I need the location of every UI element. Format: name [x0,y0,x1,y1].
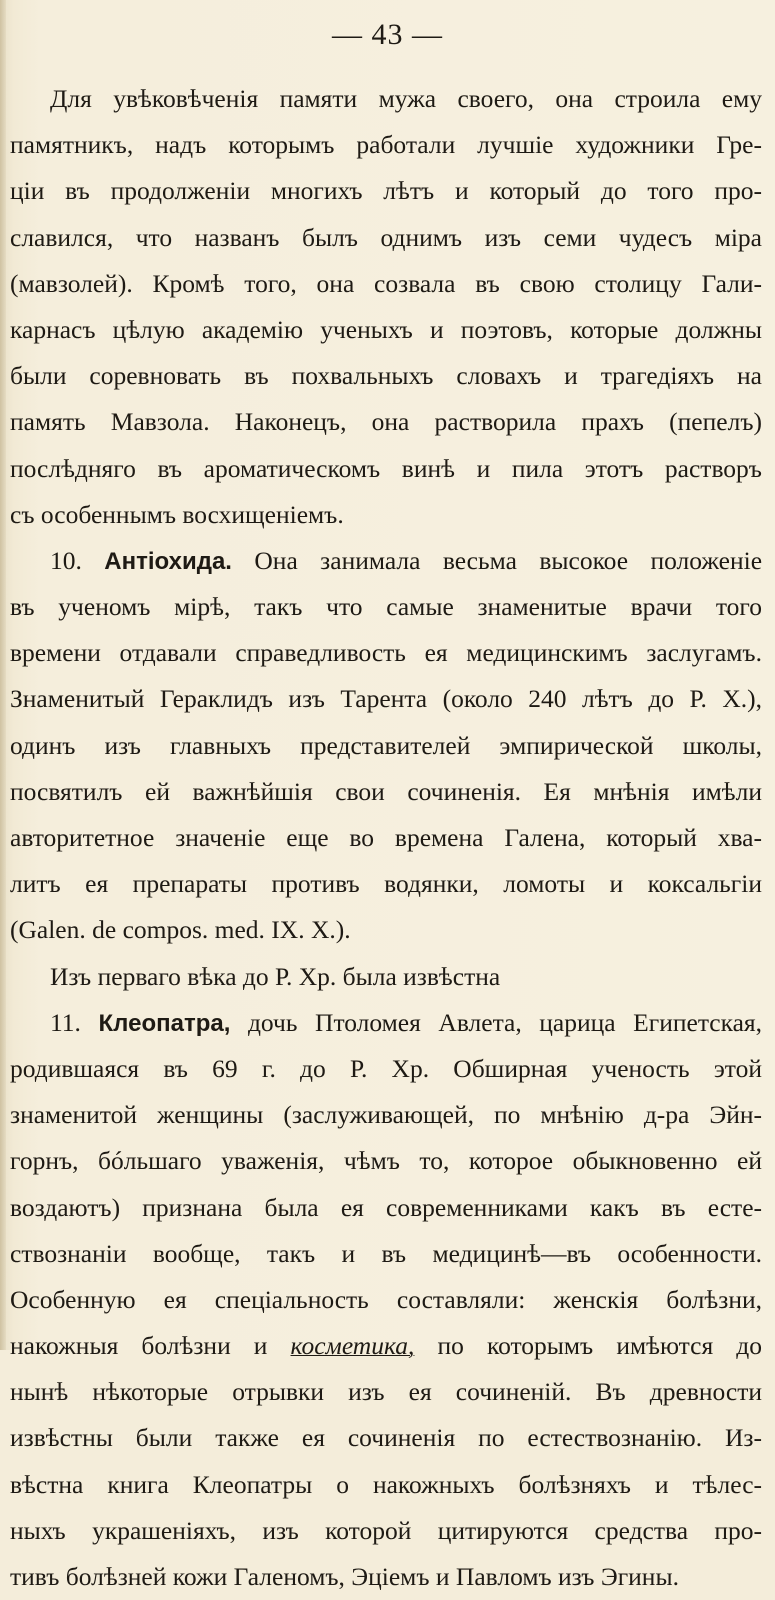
text-line: Для увѣковѣченія памяти мужа своего, она строила ему [50,84,762,113]
entry-number: 11. [50,1007,81,1037]
text-line: послѣдняго въ ароматическомъ винѣ и пила этотъ растворъ [10,453,762,483]
text-line: воздаютъ) признана была ея современниками какъ въ есте- [10,1192,762,1222]
text-segment: по которымъ имѣются до [414,1331,762,1361]
text-line: Изъ перваго вѣка до Р. Хр. была извѣстна [50,961,501,991]
entry-number: 10. [50,545,82,575]
text-line: память Мавзола. Наконецъ, она растворила прахъ (пепелъ) [10,407,762,437]
text-line: литъ ея препараты противъ водянки, ломоты и коксальгіи [10,869,762,899]
text-line: авторитетное значеніе еще во времена Галена, который хва- [10,823,762,852]
text-line: времени отдавали справедливость ея медицинскимъ заслугамъ. [10,638,762,668]
text-line: родившаяся въ 69 г. до Р. Хр. Обширная ученость этой [10,1053,762,1083]
text-line: карнасъ цѣлую академію ученыхъ и поэтовъ, которые должны [10,314,762,344]
paragraph-cleopatra-first-line [10,1000,762,1046]
text-line: (Galen. de compos. med. IX. X.). [10,915,351,945]
text-line: Знаменитый Гераклидъ изъ Тарента (около 240 лѣтъ до Р. Х.), [10,684,762,714]
italic-term-cosmetics: косметика, [290,1331,415,1361]
text-line: извѣстны были также ея сочиненія по естествознанію. Из- [10,1423,762,1453]
entry-name-antiochis: Антіохида. [104,547,232,575]
entry-name-cleopatra: Клеопатра, [98,1009,231,1037]
text-line: ныхъ украшеніяхъ, изъ которой цитируются средства про- [10,1515,762,1545]
text-line: знаменитой женщины (заслуживающей, по мнѣнію д-ра Эйн- [10,1100,762,1130]
entry-text: Она занимала весьма высокое положеніе [254,545,762,575]
text-line: съ особеннымъ восхищеніемъ. [10,499,344,529]
text-line: (мавзолей). Кромѣ того, она созвала въ свою столицу Гали- [10,268,762,298]
paragraph-antiochis-first-line [10,538,762,584]
entry-text: дочь Птоломея Авлета, царица Египетская, [247,1007,762,1037]
text-line: нынѣ нѣкоторые отрывки изъ ея сочиненій. Въ древности [10,1377,762,1407]
text-line: посвятилъ ей важнѣйшія свои сочиненія. Ея мнѣнія имѣли [10,776,762,806]
text-line: одинъ изъ главныхъ представителей эмпирической школы, [10,730,762,760]
text-line: памятникъ, надъ которымъ работали лучшіе художники Гре- [10,130,762,160]
text-line: Особенную ея спеціальность составляли: женскія болѣзни, [10,1284,762,1314]
text-line: ціи въ продолженіи многихъ лѣтъ и который до того про- [10,176,762,206]
text-segment: накожныя болѣзни и [10,1331,291,1361]
text-line: въ ученомъ мірѣ, такъ что самые знаменитые врачи того [10,592,762,622]
text-line: горнъ, бóльшаго уваженія, чѣмъ то, которое обыкновенно ей [10,1146,762,1176]
page-binding-edge [0,0,6,1350]
page-number: — 43 — [332,18,443,51]
body-text [10,76,762,1600]
text-line-with-italic [10,1323,762,1369]
text-line: были соревновать въ похвальныхъ словахъ и трагедіяхъ на [10,361,762,391]
text-line: тивъ болѣзней кожи Галеномъ, Эціемъ и Павломъ изъ Эгины. [10,1562,679,1591]
text-line: ствознаніи вообще, такъ и въ медицинѣ—въ особенности. [10,1238,762,1268]
text-line: славился, что названъ былъ однимъ изъ семи чудесъ міра [10,222,762,252]
text-line: вѣстна книга Клеопатры о накожныхъ болѣзняхъ и тѣлес- [10,1469,762,1499]
